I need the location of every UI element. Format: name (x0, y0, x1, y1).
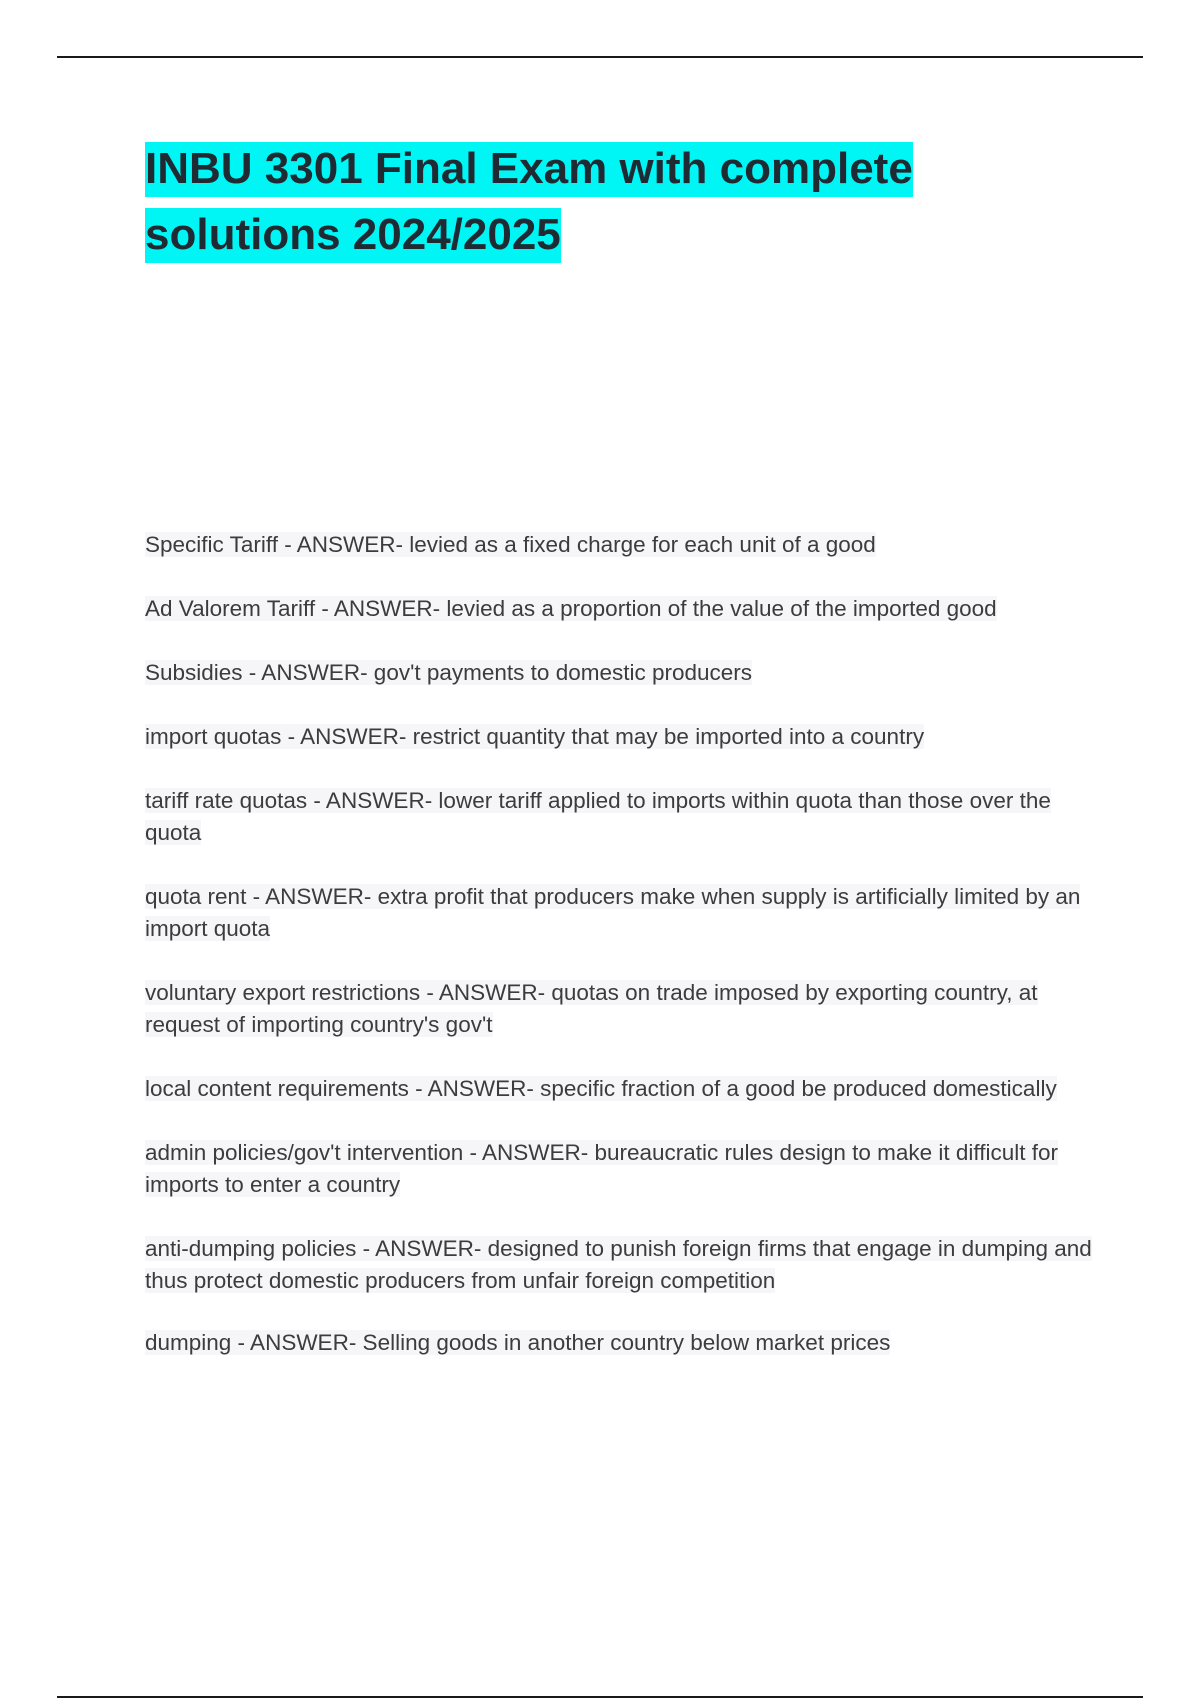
list-item: voluntary export restrictions - ANSWER- quotas on trade imposed by exporting country, at request of importing country's gov't (145, 980, 1038, 1037)
list-item: dumping - ANSWER- Selling goods in another country below market prices (145, 1330, 891, 1355)
list-item: Ad Valorem Tariff - ANSWER- levied as a proportion of the value of the imported good (145, 596, 997, 621)
list-item: local content requirements - ANSWER- specific fraction of a good be produced domestically (145, 1076, 1057, 1101)
document-title (145, 136, 1145, 268)
qa-list (145, 529, 1095, 1391)
list-item: admin policies/gov't intervention - ANSWER- bureaucratic rules design to make it difficult for imports to enter a country (145, 1140, 1059, 1197)
list-item: tariff rate quotas - ANSWER- lower tariff applied to imports within quota than those over the quota (145, 788, 1051, 845)
list-item: Subsidies - ANSWER- gov't payments to domestic producers (145, 660, 753, 685)
title-line-1: INBU 3301 Final Exam with complete (145, 142, 913, 197)
top-rule (57, 56, 1143, 58)
list-item: Specific Tariff - ANSWER- levied as a fixed charge for each unit of a good (145, 532, 876, 557)
list-item: quota rent - ANSWER- extra profit that producers make when supply is artificially limited by an import quota (145, 884, 1081, 941)
list-item: import quotas - ANSWER- restrict quantity that may be imported into a country (145, 724, 925, 749)
title-line-2: solutions 2024/2025 (145, 208, 561, 263)
list-item: anti-dumping policies - ANSWER- designed to punish foreign firms that engage in dumping and thus protect domestic producers from unfair foreign competition (145, 1236, 1092, 1293)
bottom-rule (57, 1696, 1143, 1698)
